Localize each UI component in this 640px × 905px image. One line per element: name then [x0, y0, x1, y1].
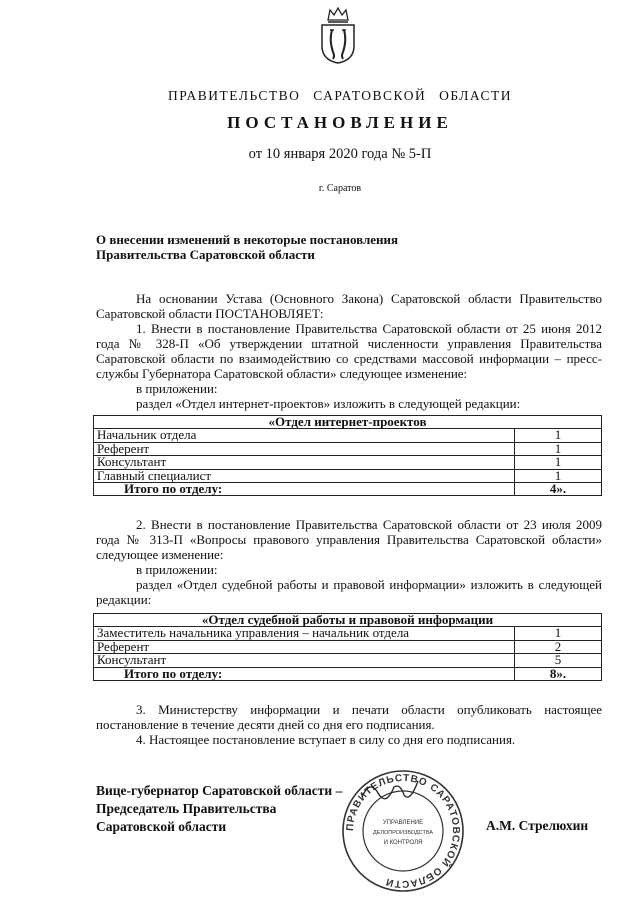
staff-table-internet-projects: [93, 415, 602, 496]
document-subject: [96, 232, 516, 262]
table-row: [94, 442, 602, 455]
position-count: 1: [515, 627, 602, 640]
position-count: 1: [515, 469, 602, 482]
document-city: г. Саратов: [318, 183, 362, 194]
signatory-name: А.М. Стрелюхин: [486, 818, 589, 833]
position-count: 1: [515, 456, 602, 469]
position-name: Заместитель начальника управления – начальник отдела: [94, 627, 515, 640]
subject-line-1: О внесении изменений в некоторые постановления: [96, 232, 399, 247]
paragraph-item-3: 3. Министерству информации и печати области опубликовать настоящее постановление в течение десяти дней со дня его подписания.: [96, 702, 602, 732]
document-type: ПОСТАНОВЛЕНИЕ: [227, 113, 453, 132]
paragraph-section-1: раздел «Отдел интернет-проектов» изложить в следующей редакции:: [136, 396, 521, 411]
paragraph-annex-1: в приложении:: [136, 381, 218, 396]
total-label: Итого по отделу:: [94, 483, 515, 496]
table-title: «Отдел интернет-проектов: [94, 416, 602, 429]
handwritten-signature-icon: [360, 775, 420, 805]
table-total-row: [94, 667, 602, 680]
seal-center-line-1: УПРАВЛЕНИЕ: [382, 820, 424, 826]
signatory-title-line-2: Председатель Правительства: [96, 801, 277, 816]
seal-center-line-2: ДЕЛОПРОИЗВОДСТВА: [372, 830, 434, 836]
saratov-coat-of-arms-icon: [318, 6, 358, 64]
section-3: [96, 702, 602, 747]
position-name: Начальник отдела: [94, 429, 515, 442]
paragraph-item-2: 2. Внести в постановление Правительства Саратовской области от 23 июля 2009 года № 313-П «Вопросы правового управления Правительства Саратовской области» следующее изменение:: [96, 517, 602, 562]
section-2: [96, 517, 602, 607]
table-row: [94, 627, 602, 640]
table-row: [94, 640, 602, 653]
position-name: Консультант: [94, 654, 515, 667]
paragraph-item-4: 4. Настоящее постановление вступает в силу со дня его подписания.: [136, 732, 516, 747]
paragraph-section-2: раздел «Отдел судебной работы и правовой информации» изложить в следующей редакции:: [96, 577, 602, 607]
position-name: Референт: [94, 640, 515, 653]
table-total-row: [94, 483, 602, 496]
position-count: 1: [515, 442, 602, 455]
staff-table-judicial-work: [93, 613, 602, 681]
table-row: [94, 429, 602, 442]
signatory-title: [96, 782, 342, 836]
signatory-title-line-3: Саратовской области: [96, 819, 227, 834]
paragraph-basis: На основании Устава (Основного Закона) Саратовской области Правительство Саратовской области ПОСТАНОВЛЯЕТ:: [96, 291, 602, 321]
government-name: ПРАВИТЕЛЬСТВО САРАТОВСКОЙ ОБЛАСТИ: [168, 88, 512, 103]
position-count: 2: [515, 640, 602, 653]
seal-ring-text: ПРАВИТЕЛЬСТВО САРАТОВСКОЙ ОБЛАСТИ: [344, 772, 462, 890]
position-name: Референт: [94, 442, 515, 455]
paragraph-item-1: 1. Внести в постановление Правительства Саратовской области от 25 июня 2012 года № 328-П «Об утверждении штатной численности управления Правительства Саратовской области по взаимодействию со средствами массовой информации – пресс-службы Губернатора Саратовской области» следующее изменение:: [96, 321, 602, 381]
signatory-title-line-1: Вице-губернатор Саратовской области –: [96, 783, 343, 798]
seal-center-line-3: И КОНТРОЛЯ: [383, 840, 423, 846]
total-value: 4».: [515, 483, 602, 496]
total-label: Итого по отделу:: [94, 667, 515, 680]
position-name: Консультант: [94, 456, 515, 469]
subject-line-2: Правительства Саратовской области: [96, 247, 315, 262]
total-value: 8».: [515, 667, 602, 680]
section-1: [96, 291, 602, 411]
document-date-number: от 10 января 2020 года № 5-П: [248, 146, 432, 162]
paragraph-annex-2: в приложении:: [136, 562, 218, 577]
position-count: 5: [515, 654, 602, 667]
position-name: Главный специалист: [94, 469, 515, 482]
position-count: 1: [515, 429, 602, 442]
table-title: «Отдел судебной работы и правовой информации: [94, 614, 602, 627]
